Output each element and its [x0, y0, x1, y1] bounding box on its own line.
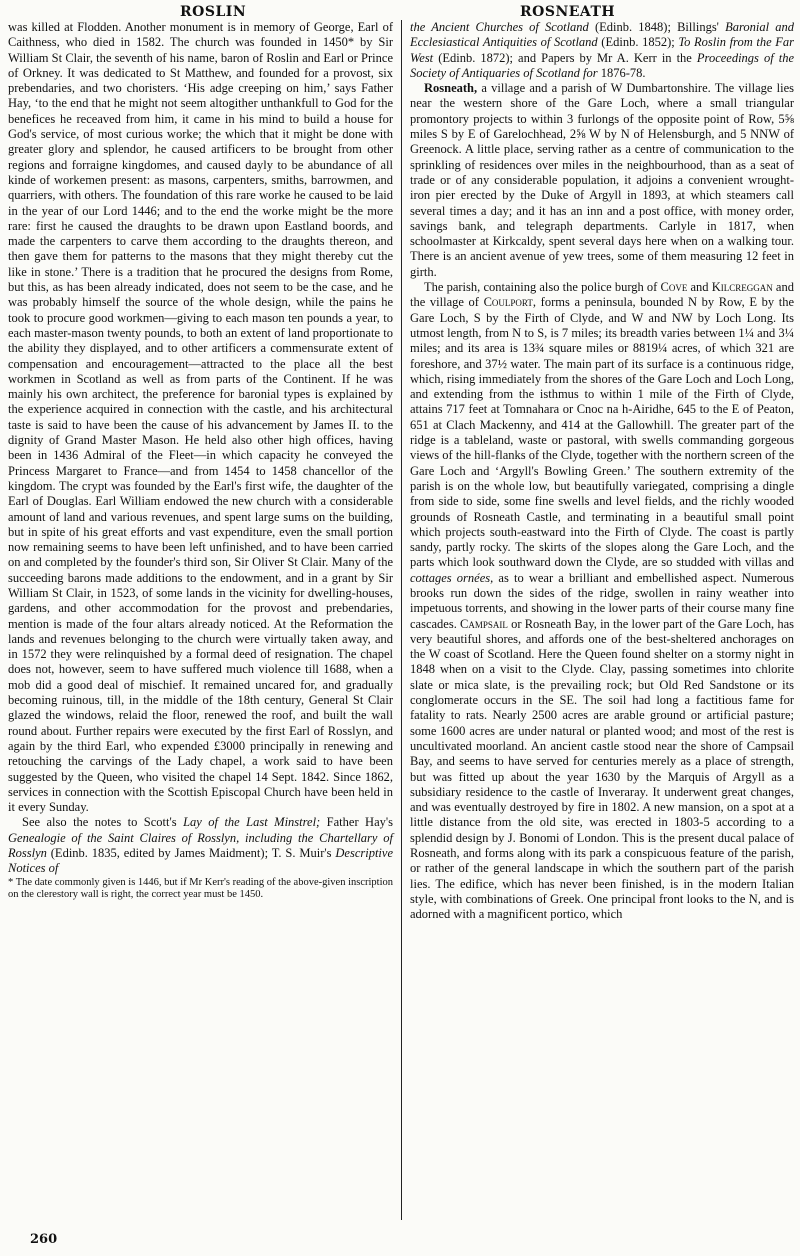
text: Father Hay's — [320, 815, 393, 830]
book-title-muir: Descriptive Notices of — [8, 846, 393, 876]
book-title: the Ancient Churches of Scotland — [410, 20, 589, 34]
place-name: Coulport — [483, 295, 533, 310]
paragraph-continued-references — [410, 20, 794, 81]
running-head-left: ROSLIN — [180, 4, 247, 20]
place-name: Campsail — [460, 616, 508, 631]
left-column — [8, 20, 393, 901]
right-column — [410, 20, 794, 923]
place-name: Cove — [660, 280, 688, 295]
book-title: To Roslin from the Far West — [410, 35, 794, 65]
text: (Edinb. 1848); Billings' — [588, 20, 726, 34]
entry-heading: Rosneath, — [424, 81, 478, 96]
text: as to wear a brilliant and embellished aspect. Numerous brooks run down the sides of the ridge, swollen in rainy weather into impetuous torrents, and showing in the lower parts of their course many fine cascades. — [410, 570, 794, 631]
text: (Edinb. 1872); and Papers by Mr A. Kerr in the — [433, 50, 697, 65]
text: and the village of — [410, 280, 794, 310]
column-divider — [401, 20, 402, 1220]
text: or Rosneath Bay, in the lower part of the Gare Loch, has very beautiful shores, and affords one of the best-sheltered anchorages on the W coast of Scotland. Here the Queen found shelter on a stormy night in 1848 when on a visit to the Clyde. Clay, passing sometimes into chlorite slate or mica slate, is the prevailing rock; but Old Red Sandstone or its conglomerate occurs in the SE. The soil had long a factitious fame for fatality to rats. Nearly 2500 acres are arable ground or artificial pasture; some 1600 acres are under natural or planted wood; and most of the rest is uncultivated moorland. An ancient castle stood near the shore of Campsail Bay, and seems to have served for centuries merely as a place of strength, but was fitted up about the year 1630 by the Marquis of Argyll as a subsidiary residence to the castle of Inveraray. It underwent great changes, and was eventually destroyed by fire in 1802. A new mansion, on a spot at a little distance from the old site, was erected in 1803-5 according to a splendid design by J. Bonomi of London. This is the present ducal palace of Rosneath, and forms along with its park a conspicuous feature of the parish, or rather of the general landscape in which the southern part of the parish lies. The edifice, which has never been finished, is in the modern Italian style, with combinations of Greek. One principal front looks to the N, and is adorned with a magnificent portico, which — [410, 616, 794, 922]
text: The parish, containing also the police burgh of — [424, 280, 661, 295]
paragraph-rosneath-village — [410, 81, 794, 280]
text: a village and a parish of W Dumbartonshire. The village lies near the western shore of the Gare Loch, where a small triangular promontory projects to within 3 furlongs of the opposite point of Row, 5⅝ miles S by E of Garelochhead, 2⅝ W by N of Helensburgh, and 5 NNW of Greenock. A little place, serving rather as a centre of communication to the sprinkling of residences over miles in the neighbourhood, than as a seat of trade or of any considerable population, it adjoins a convenient wrought-iron pier erected by the Duke of Argyll in 1893, at which steamers call several times a day; and it has an inn and a post office, with money order, savings bank, and telegraph departments. Carlyle in 1817, when schoolmaster at Kirkcaldy, spent several days here when on a walking tour. There is an ancient avenue of yew trees, some of them measuring 12 feet in girth. — [410, 81, 794, 279]
book-title-genealogie: Genealogie of the Saint Claires of Rosslyn, including the Chartellary of Rosslyn — [8, 830, 393, 861]
text: and — [687, 280, 712, 295]
text: (Edinb. 1835, edited by James Maidment); T. S. Muir's — [46, 846, 336, 861]
paragraph-see-also — [8, 815, 393, 876]
paragraph-roslin-history: was killed at Flodden. Another monument is in memory of George, Earl of Caithness, who died in 1582. The church was founded in 1450* by Sir William St Clair, the seventh of his name, baron of Roslin and Earl or Prince of Orkney. It was dedicated to St Matthew, and founded for a provost, six prebendaries, and two choristers. ‘His adge creeping on him,’ says Father Hay, ‘to the end that he might not seem altogither unthankfull to God for the benefices he receaved from him, it came in his mind to build a house for God's service, of most curious worke; the which that it might be done with greater glory and splendor, he caused artificers to be brought from other regions and forraigne kingdomes, and caused dayly to be abundance of all kinde of workemen present: as masons, carpenters, smiths, barrowmen, and quarriers, with others. The foundation of this rare worke he caused to be laid in the year of our Lord 1446; and to the end the worke might be the more rare: first he caused the draughts to be drawn upon Eastland boords, and made the carpenters to carve them according to the draughts thereon, and then gave them for patterns to the masons that they might thereby cut the like in stone.’ There is a tradition that he procured the designs from Rome, but this, as has been already indicated, does not seem to be the case, and he was probably himself the source of the whole design, while the pains he took to procure good workmen—giving to each mason ten pounds a year, to each master-mason twenty pounds, to both an extent of land proportionate to the ability they displayed, and to other artificers a commensurate extent of compensation and encouragement—attracted to the place all the best workmen in Scotland as well as from parts of the Continent. If he was mainly his own architect, the preference for baronial types is explained by the experience acquired in connection with the castle, and his architectural taste is said to have been the cause of his advancement by James II. to the dignity of Grand Master Mason. He held also other high offices, having been in 1436 Admiral of the Fleet—in which capacity he conveyed the Princess Margaret to France—and from 1454 to 1458 chancellor of the kingdom. The crypt was founded by the Earl's first wife, the daughter of the Earl of Douglas. Earl William endowed the new church with a considerable amount of land and various revenues, and spent large sums on the building, but in spite of his great efforts and vast expenditure, even the small portion now remaining seems to have been left unfinished, and to have been carried on and completed by the founder's third son, Sir Oliver St Clair. Many of the succeeding barons made additions to the endowment, and in a grant by Sir William St Clair, in 1523, of some lands in the vicinity for dwelling-houses, gardens, and other accommodation for the provost and prebendaries, mention is made of the four altars already noticed. At the Reformation the lands and revenues belonging to the church were virtually taken away, and in 1572 they were relinquished by a formal deed of resignation. The chapel does not, however, seem to have suffered much violence till 1688, when a mob did a good deal of mischief. It remained uncared for, and gradually becoming ruinous, till, in the middle of the 18th century, General St Clair glazed the windows, relaid the floor, renewed the roof, and built the wall round about. Further repairs were executed by the first Earl of Rosslyn, and again by the third Earl, who expended £3000 principally in renewing and retouching the carvings of the Lady chapel, a work said to have been suggested by the Queen, who visited the chapel 14 Sept. 1842. Since 1862, services in connection with the Scottish Episcopal Church have been held in it every Sunday. — [8, 20, 393, 815]
book-title: Proceedings of the Society of Antiquaries of Scotland for — [410, 50, 794, 80]
place-name: Kilcreggan — [711, 280, 773, 295]
book-title-lay: Lay of the Last Minstrel; — [183, 815, 321, 830]
text: , forms a peninsula, bounded N by Row, E by the Gare Loch, S by the Firth of Clyde, and W and NW by Loch Long. Its utmost length, from N to S, is 7 miles; its breadth varies between 1¼ and 3¼ miles; and its area is 13¾ square miles or 8819¼ acres, of which 321 are foreshore, and 37½ water. The main part of its surface is a continuous ridge, which, rising immediately from the shores of the Gare Loch and Loch Long, and extending from the isthmus to within 1 mile of the Firth of Clyde, attains 717 feet at Tomnahara or Cnoc na h-Airidhe, 645 to the E of Peaton, 651 at Clach Mackenny, and 414 at the Gallowhill. The greater part of the ridge is a tableland, waste or pastoral, with swells commanding gorgeous views of the hill-flanks of the Clyde, together with the northern screen of the Gare Loch and ‘Argyll's Bowling Green.’ The southern extremity of the parish is on the whole low, but beautifully variegated, comprising a dingle from side to side, some fine swells and level fields, and the richly wooded grounds of Rosneath Castle, and terminating in a beautiful small point which projects south-eastward into the Firth of Clyde. The coast is partly sandy, partly rocky. The skirts of the slopes along the Gare Loch, and the parts which look southward down the Clyde, are so studded with villas and — [410, 295, 794, 570]
running-head-right: ROSNEATH — [520, 4, 616, 20]
footnote: * The date commonly given is 1446, but if Mr Kerr's reading of the above-given inscription on the clerestory wall is right, the correct year must be 1450. — [8, 876, 393, 900]
book-title: Baronial and Ecclesiastical Antiquities of Scotland — [410, 20, 795, 50]
text: See also the notes to Scott's — [22, 815, 184, 830]
italic-phrase: cottages ornées, — [410, 570, 494, 585]
page-number: 260 — [30, 1232, 58, 1247]
paragraph-rosneath-parish — [410, 280, 794, 922]
text: (Edinb. 1852); — [597, 35, 679, 50]
text: 1876-78. — [597, 65, 646, 80]
